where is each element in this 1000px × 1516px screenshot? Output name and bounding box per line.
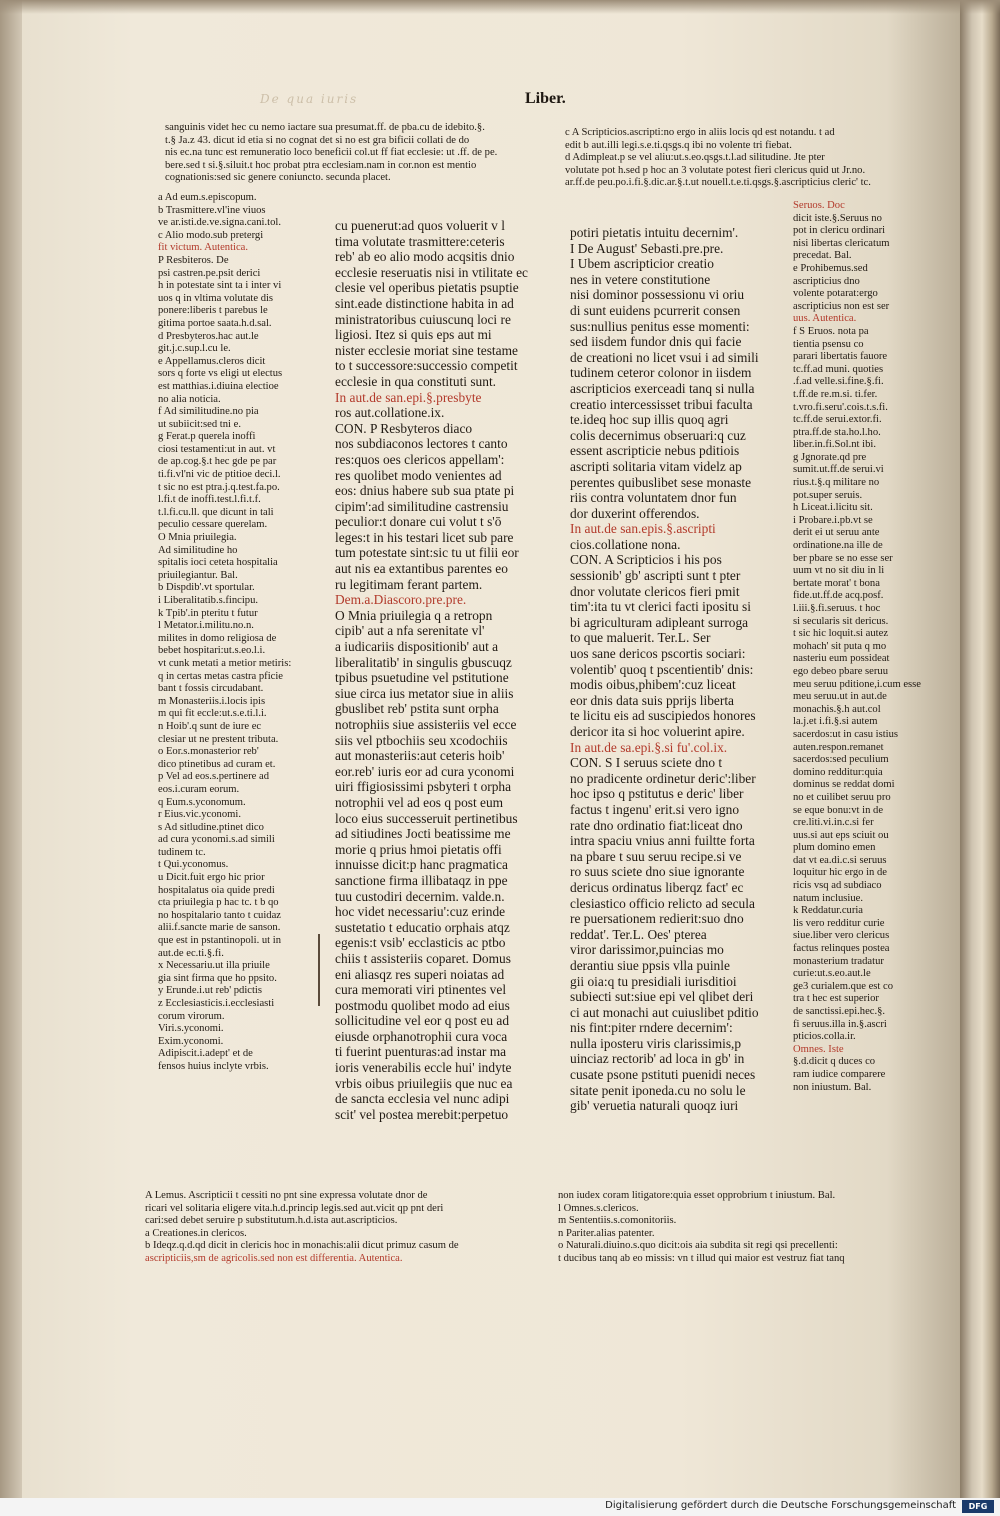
text-line: no alia noticia.	[158, 393, 221, 405]
text-line: hoc videt necessariu':cuz erinde	[335, 904, 506, 920]
text-line: uos q in vltima volutate dis	[158, 292, 274, 304]
text-line: cipim':ad similitudine castrensiu	[335, 498, 509, 514]
text-line: cusate psone pstituti puenidi neces	[570, 1067, 756, 1083]
text-line: Ad similitudine ho	[158, 544, 238, 556]
text-line: sumit.ut.ff.de serui.vi	[793, 464, 884, 476]
text-line: re puersationem redierit:suo dno	[570, 911, 744, 927]
text-line: t sic hic loquit.si autez	[793, 628, 889, 640]
text-line: cu puenerut:ad quos voluerit v l	[335, 218, 505, 233]
text-line: si secularis sit dericus.	[793, 615, 889, 627]
text-line: tra t hec est superior	[793, 993, 879, 1005]
text-line: n Pariter.alias patenter.	[558, 1227, 655, 1239]
text-line: uus.si aut eps sciuit ou	[793, 829, 889, 841]
text-line: aut.de ec.ti.§.fi.	[158, 947, 224, 959]
text-line: tima volutate trasmittere:ceteris	[335, 233, 505, 249]
gloss-top-right	[565, 127, 890, 190]
gloss-top-left	[165, 122, 565, 185]
top-shadow	[0, 0, 1000, 14]
text-line: rius.t.§.q militare no	[793, 477, 880, 489]
text-line: te.ideq hoc sup illis quoq agri	[570, 412, 729, 428]
text-line: monasterium tradatur	[793, 955, 884, 967]
text-line: derit ei ut seruu ante	[793, 527, 880, 539]
text-line: non iudex coram litigatore:quia esset opprobrium t iniustum. Bal.	[558, 1190, 836, 1201]
text-line: x Necessariu.ut illa priuile	[158, 960, 270, 972]
text-line: a Creationes.in clericos.	[145, 1227, 247, 1239]
text-line: dor duxerint offerendos.	[570, 505, 700, 521]
text-line: clesiastico officio relicto ad secula	[570, 895, 755, 911]
text-line: cta priuilegia p hac tc. t b qo	[158, 897, 279, 909]
text-line: ut subiicit:sed tni e.	[158, 418, 241, 430]
text-line: bertate morat' t bona	[793, 577, 880, 589]
text-line: creatio intercessisset tribui faculta	[570, 396, 753, 412]
text-line: derantiu siue ppsis vlla puinle	[570, 957, 730, 973]
text-line: dnor volutate clericos fieri pmit	[570, 583, 740, 599]
text-line: n Hoib'.q sunt de iure ec	[158, 720, 262, 732]
text-line: m qui fit eccle:ut.s.e.ti.l.i.	[158, 708, 267, 720]
text-line: ptra.ff.de sta.ho.l.ho.	[793, 426, 881, 438]
text-line: est matthias.i.diuina electioe	[158, 380, 279, 392]
text-line: gia sint firma que ho ppsito.	[158, 972, 277, 984]
text-line: r Eius.vic.yconomi.	[158, 809, 241, 821]
text-line: la.j.et i.fi.§.si autem	[793, 716, 878, 728]
text-line: perentes quibuslibet sese monaste	[570, 474, 752, 490]
text-line: ti.fi.vl'ni vic de ptitioe deci.l.	[158, 469, 281, 481]
text-line: vrbis oibus priuilegiis que nuc ea	[335, 1075, 513, 1091]
text-line: ordinatione.na ille de	[793, 540, 883, 552]
text-line: s Ad sitludine.ptinet dico	[158, 821, 264, 833]
text-line: gbuslibet reb' pstita sunt orpha	[335, 701, 499, 717]
text-line: ricis vsq ad subdiaco	[793, 880, 882, 892]
text-line: riis contra voluntatem dnor fun	[570, 490, 737, 506]
text-line: peculior:t donare cui volut t s'ō	[335, 514, 502, 530]
text-line: bant t fossis circudabant.	[158, 683, 264, 695]
text-line: spitalis ioci ceteta hospitalia	[158, 557, 278, 569]
text-line: que est in pstantinopoli. ut in	[158, 935, 281, 947]
text-line: ecclesie reseruatis nisi in vtilitate ec	[335, 264, 528, 280]
text-line: A Lemus. Ascripticii t cessiti no pnt sine expressa volutate dnor de	[145, 1190, 428, 1201]
text-line: peculio cessare querelam.	[158, 519, 268, 531]
text-line: ricari vel solitaria eligere vita.h.d.princip legis.sed aut.vicit qp pnt deri	[145, 1202, 444, 1214]
text-line: P Resbiteros. De	[158, 254, 229, 266]
main-text-column-1	[335, 218, 563, 1122]
text-line: ar.ff.de peu.po.i.fi.§.dic.ar.§.t.ut nouell.t.e.ti.qsgs.§.ascripticius cleric' tc.	[565, 177, 871, 189]
text-line: mohach' sit puta q mo	[793, 640, 887, 652]
text-line: cipib' aut a nfa serenitate vl'	[335, 623, 485, 639]
text-line: bi agriculturam adipleant surroga	[570, 614, 749, 630]
text-line: ioris venerabilis eccle hui' indyte	[335, 1060, 512, 1076]
text-line: dericus ordinatus liberqz fact' ec	[570, 879, 744, 895]
text-line: f Ad similitudine.no pia	[158, 406, 259, 418]
text-line: egenis:t vsib' ecclasticis ac ptbo	[335, 935, 506, 951]
text-line: o Naturali.diuino.s.quo dicit:ois aia subdita sit regi qsi precellenti:	[558, 1240, 838, 1252]
text-line: aut monasteriis:aut ceteris hoib'	[335, 748, 505, 764]
text-line: ram iudice comparere	[793, 1068, 886, 1080]
text-line: scit' vel postea merebit:perpetuo	[335, 1106, 509, 1122]
text-line: nos subdiaconos lectores t canto	[335, 436, 508, 452]
text-line: tc.ff.de serui.extor.fi.	[793, 414, 882, 426]
text-line: reddat'. Ter.L. Oes' pterea	[570, 926, 707, 942]
text-line: fit victum. Autentica.	[158, 242, 249, 254]
text-line: uus. Autentica.	[793, 313, 857, 325]
text-line: eiusde orphanotrophii cura voca	[335, 1028, 508, 1044]
text-line: sed iisdem fundor dnis qui facie	[570, 334, 742, 350]
text-line: aut nis ea extantibus parentes eo	[335, 561, 508, 577]
text-line: psi castren.pe.psit derici	[158, 267, 261, 279]
text-line: In aut.de san.epis.§.ascripti	[570, 521, 716, 537]
text-line: modis oibus,phibem':cuz liceat	[570, 677, 736, 693]
text-line: CON. A Scripticios i his pos	[570, 552, 722, 568]
text-line: plum domino emen	[793, 842, 876, 854]
text-line: ascripticius dno	[793, 275, 860, 287]
text-line: d Presbyteros.hac aut.le	[158, 330, 259, 342]
text-line: volentib' quoq t pscentientib' dnis:	[570, 661, 754, 677]
text-line: y Erunde.i.ut reb' pdictis	[158, 985, 262, 997]
text-line: h Liceat.i.licitu sit.	[793, 502, 873, 514]
text-line: a Ad eum.s.episcopum.	[158, 192, 257, 203]
text-line: ro suus sciete dno siue ignorante	[570, 864, 745, 880]
text-line: tudinem ceteror colonor in iisdem	[570, 365, 752, 381]
text-line: tpibus psuetudine vel pstitutione	[335, 670, 509, 686]
text-line: gii oia:q tu presidiali iurisditioi	[570, 973, 737, 989]
text-line: cognationis:sed sic genere coniuncto. secunda placet.	[165, 172, 391, 184]
text-line: res:quos oes clericos appellam':	[335, 451, 505, 467]
text-line: bere.sed t si.§.siluit.t hoc probat ptra ecclesiam.nam in cor.non est mentio	[165, 159, 477, 171]
text-line: rate dno ordinatio fiat:liceat dno	[570, 817, 743, 833]
text-line: siue.liber vero clericus	[793, 930, 890, 942]
text-line: b Dispdib'.vt sportular.	[158, 582, 255, 594]
gloss-bottom-right	[558, 1190, 903, 1266]
text-line: hoc ipso q pstitutus e deric' liber	[570, 786, 744, 802]
text-line: eos.i.curam eorum.	[158, 783, 240, 795]
text-line: res quolibet modo venientes ad	[335, 467, 502, 483]
text-line: essent ascripticie nebus pditiois	[570, 443, 740, 459]
text-line: alii.f.sancte marie de sanson.	[158, 922, 281, 934]
text-line: sessionib' gb' ascripti sunt t pter	[570, 568, 741, 584]
text-line: CON. P Resbyteros diaco	[335, 420, 473, 436]
text-line: nulla iposteru viris clarissimis,p	[570, 1035, 742, 1051]
text-line: nister ecclesie moriat sine testame	[335, 342, 518, 358]
text-line: auten.respon.remanet	[793, 741, 884, 753]
text-line: to t successore:successio competit	[335, 358, 518, 374]
text-line: volente potarat:ergo	[793, 288, 878, 300]
text-line: k Tpib'.in pteritu t futur	[158, 607, 258, 619]
text-line: precedat. Bal.	[793, 250, 852, 262]
text-line: ascripti solitaria vitam videlz ap	[570, 458, 742, 474]
text-line: nis fint:piter rndere decernim':	[570, 1020, 733, 1036]
text-line: de ap.cog.§.t hec gde pe par	[158, 456, 277, 468]
text-line: siis vel ptbochiis seu xcodochiis	[335, 732, 508, 748]
text-line: In aut.de san.epi.§.presbyte	[335, 389, 482, 405]
text-line: nisi libertas clericatum	[793, 237, 890, 249]
text-line: O Mnia priuilegia q a retropn	[335, 607, 493, 623]
text-line: l.fi.t de inoffi.test.l.fi.t.f.	[158, 494, 261, 506]
text-line: parari libertatis fauore	[793, 351, 888, 363]
text-line: Viri.s.yconomi.	[158, 1023, 224, 1035]
text-line: meu seruu pditione,i.cum esse	[793, 678, 921, 690]
text-line: u Dicit.fuit ergo hic prior	[158, 872, 265, 884]
text-line: I De August' Sebasti.pre.pre.	[570, 240, 724, 256]
text-line: ascripticios exerceadi tanq si nulla	[570, 380, 755, 396]
text-line: uinciaz rectorib' ad loca in gb' in	[570, 1051, 745, 1067]
text-line: t.ff.de re.m.si. ti.fer.	[793, 388, 878, 400]
text-line: morie q prius hmoi pietatis offi	[335, 841, 502, 857]
text-line: notrophiis siue assisteriis vel ecce	[335, 717, 517, 732]
bleed-through-text: De qua iuris	[260, 92, 359, 106]
text-line: reb' ab eo alio modo acqsitis dnio	[335, 249, 515, 265]
text-line: ligiosi. Itez si quis eps aut mi	[335, 327, 492, 343]
text-line: fensos huius inclyte vrbis.	[158, 1060, 269, 1072]
text-line: q Eum.s.yconomum.	[158, 796, 246, 808]
text-line: tuu custodiri decernim. valde.n.	[335, 888, 505, 904]
text-line: c A Scripticios.ascripti:no ergo in aliis locis qd est notandu. t ad	[565, 127, 835, 138]
text-line: c Alio modo.sub pretergi	[158, 229, 264, 241]
text-line: ru legitimam ferant partem.	[335, 576, 483, 592]
text-line: na pbare t suu seruu recipe.si ve	[570, 848, 742, 864]
text-line: g Ferat.p querela inoffi	[158, 431, 256, 443]
text-line: Adipiscit.i.adept' et de	[158, 1048, 253, 1060]
text-line: dat vt ea.di.c.si seruus	[793, 854, 887, 866]
text-line: factus t ingenu' erit.si vero igno	[570, 801, 740, 817]
text-line: ti fuerint puenturas:ad instar ma	[335, 1044, 507, 1060]
text-line: fide.ut.ff.de acq.posf.	[793, 590, 884, 602]
text-line: liberalitatib' in singulis gbuscuqz	[335, 654, 512, 670]
text-line: e Appellamus.cleros dicit	[158, 355, 266, 367]
text-line: .f.ad velle.si.fine.§.fi.	[793, 376, 884, 388]
book-fore-edge	[960, 0, 1000, 1498]
text-line: t.vro.fi.seru'.cois.t.s.fi.	[793, 401, 888, 413]
text-line: q in certas metas castra pficie	[158, 670, 284, 682]
text-line: t sic no est ptra.j.q.test.fa.po.	[158, 481, 280, 493]
text-line: sus:nullius penitus esse momenti:	[570, 318, 750, 334]
text-line: nes in vetere constitutione	[570, 271, 711, 287]
text-line: eor.reb' iuris eor ad cura yconomi	[335, 763, 515, 779]
text-line: gib' veruetia naturali quoqz iuri	[570, 1098, 739, 1114]
text-line: se eque bonu:vt in de	[793, 804, 884, 816]
text-line: sanguinis videt hec cu nemo iactare sua presumat.ff. de pba.cu de idebito.§.	[165, 122, 485, 133]
text-line: de sanctissi.epi.hec.§.	[793, 1006, 886, 1017]
text-line: Exim.yconomi.	[158, 1035, 224, 1047]
text-line: monachis.§.h aut.col	[793, 703, 881, 715]
text-line: curie:ut.s.eo.aut.le	[793, 968, 871, 980]
text-line: b Ideqz.q.d.qd dicit in clericis hoc in monachis:alii dicut primuz casum de	[145, 1240, 459, 1252]
dfg-logo: DFG	[962, 1500, 994, 1513]
text-line: sollicitudine vel eor q post eu ad	[335, 1013, 510, 1029]
text-line: priuilegiantur. Bal.	[158, 569, 238, 581]
text-line: factus relinques postea	[793, 943, 890, 955]
text-line: non iniustum. Bal.	[793, 1081, 872, 1093]
text-line: lis vero redditur curie	[793, 917, 885, 929]
text-line: clesie vel operibus pietatis psuptie	[335, 280, 519, 296]
text-line: uiri ffigiosissimi psbyteri t orpha	[335, 779, 512, 795]
text-line: postmodu quolibet modo ad eius	[335, 997, 510, 1013]
text-line: ve ar.isti.de.ve.signa.cani.tol.	[158, 217, 281, 229]
text-line: fi seruus.illa in.§.ascri	[793, 1018, 887, 1030]
text-line: milites in domo religiosa de	[158, 632, 277, 644]
text-line: edit b aut.illi legi.s.e.ti.qsgs.q ibi no volente tri fiebat.	[565, 139, 792, 151]
text-line: o Eor.s.monasterior reb'	[158, 746, 259, 758]
text-line: pot.super seruis.	[793, 489, 863, 501]
text-line: notrophii vel ad eos q post eum	[335, 794, 504, 810]
text-line: tum potestate sint:sic tu ut filii eor	[335, 545, 519, 561]
text-line: sanctione firma illibataqz in ppe	[335, 872, 508, 888]
text-line: hospitalatus oia quide predi	[158, 884, 275, 896]
text-line: cre.liti.vi.in.c.si fer	[793, 817, 874, 829]
text-line: uos sane dericos pscortis sociari:	[570, 646, 746, 662]
text-line: p Vel ad eos.s.pertinere ad	[158, 771, 270, 783]
text-line: ponere:liberis t parebus le	[158, 305, 268, 317]
text-line: ego debeo pbare seruu	[793, 665, 889, 677]
text-line: t Qui.yconomus.	[158, 859, 229, 871]
gloss-column-left	[158, 192, 326, 1074]
text-line: t.l.fi.cu.ll. que dicunt in tali	[158, 506, 274, 518]
text-line: to que maluerit. Ter.L. Ser	[570, 630, 711, 646]
text-line: siue circa ius metator siue in aliis	[335, 685, 514, 701]
text-line: ascripticius non est ser	[793, 300, 890, 312]
text-line: Omnes. Iste	[793, 1043, 844, 1055]
text-line: intra spaciu vnius anni fuiltte forta	[570, 833, 755, 849]
text-line: i Liberalitatib.s.fincipu.	[158, 595, 259, 606]
text-line: sint.eade distinctione habita in ad	[335, 295, 514, 311]
text-line: dericor ita si hoc voluerint apire.	[570, 724, 745, 739]
text-line: I Ubem ascripticior creatio	[570, 256, 714, 272]
text-line: cari:sed debet seruire p substitutum.h.d.ista aut.ascripticios.	[145, 1215, 398, 1227]
text-line: ad cura yconomi.s.ad simili	[158, 834, 275, 846]
text-line: CON. S I seruus sciete dno t	[570, 755, 723, 771]
text-line: cura memorati viri ptinentes vel	[335, 982, 507, 998]
text-line: tientia psensu co	[793, 338, 864, 350]
text-line: dico ptinetibus ad curam et.	[158, 758, 276, 770]
text-line: leges:t in his testari licet sub pare	[335, 529, 514, 545]
running-head: Liber.	[525, 90, 566, 107]
text-line: §.d.dicit q duces co	[793, 1056, 876, 1068]
text-line: m Monasteriis.i.locis ipis	[158, 695, 266, 707]
text-line: vt cunk metati a metior metiris:	[158, 657, 292, 669]
text-line: chiis t assisteriis coparet. Domus	[335, 950, 511, 966]
text-line: ci aut monachi aut cuiuslibet pditio	[570, 1004, 759, 1020]
text-line: de sancta ecclesia vel nunc adipi	[335, 1091, 510, 1107]
text-line: In aut.de sa.epi.§.si fu'.col.ix.	[570, 739, 728, 755]
text-line: sacerdos:ut in casu istius	[793, 728, 899, 740]
text-line: meu seruu.ut in aut.de	[793, 691, 887, 703]
text-line: ciosi testamenti:ut in aut. vt	[158, 443, 276, 455]
text-line: dicit iste.§.Seruus no	[793, 212, 882, 224]
text-line: b Trasmittere.vl'ine viuos	[158, 204, 266, 216]
text-line: ge3 curialem.que est co	[793, 980, 894, 992]
text-line: ros aut.collatione.ix.	[335, 405, 445, 421]
text-line: nisi dominor possessionu vi oriu	[570, 287, 745, 303]
text-line: sors q forte vs eligi ut electus	[158, 368, 283, 380]
text-line: eor dnis data suis pprijs liberta	[570, 692, 735, 708]
text-line: no hospitalario tanto t cuidaz	[158, 909, 281, 921]
text-line: l Metator.i.militu.no.n.	[158, 620, 254, 632]
text-line: clesiar ut ne prestent tributa.	[158, 733, 279, 745]
text-line: tudinem tc.	[158, 846, 206, 858]
footer-credit: Digitalisierung gefördert durch die Deutsche Forschungsgemeinschaft	[605, 1500, 956, 1511]
text-line: innuisse dicit:p hanc pragmatica	[335, 857, 508, 873]
digitization-footer	[0, 1498, 1000, 1516]
column-rule	[318, 934, 320, 1006]
text-line: sustetatio t educatio orphais atqz	[335, 919, 510, 935]
text-line: Seruos. Doc	[793, 200, 845, 211]
text-line: ministratoribus cuiuscunq loci re	[335, 311, 511, 327]
text-line: bebet hospitari:ut.s.eo.l.i.	[158, 645, 266, 657]
text-line: e Prohibemus.sed	[793, 262, 868, 274]
text-line: h in potestate sint ta i inter vi	[158, 280, 282, 292]
text-line: natum inclusiue.	[793, 892, 864, 904]
text-line: t.§ Ja.z 43. dicut id etia si no cognat det si no est gra bificii collati de do	[165, 134, 470, 146]
text-line: Dem.a.Diascoro.pre.pre.	[335, 592, 467, 608]
text-line: ascripticiis,sm de agricolis.sed non est differentia. Autentica.	[145, 1252, 403, 1264]
text-line: colis decernimus obseruari:q cuz	[570, 427, 746, 443]
text-line: potiri pietatis intuitu decernim'.	[570, 225, 739, 240]
text-line: ecclesie in qua constituti sunt.	[335, 373, 497, 389]
text-line: domino redditur:quia	[793, 766, 883, 778]
text-line: nasteriu eum possideat	[793, 653, 890, 665]
text-line: d Adimpleat.p se vel aliu:ut.s.eo.qsgs.t.l.ad silitudine. Jte pter	[565, 152, 825, 164]
text-line: volutate pot h.sed p hoc an 3 volutate potest fieri clericus quid ut Jr.no.	[565, 164, 866, 176]
text-line: loco eius successeruit pertinetibus	[335, 810, 518, 826]
gloss-bottom-left	[145, 1190, 550, 1266]
text-line: di sunt euidens pcurrerit consen	[570, 302, 741, 318]
text-line: ad sitiudines Jocti beatissime me	[335, 826, 511, 842]
text-line: l.iii.§.fi.seruus. t hoc	[793, 603, 881, 614]
text-line: f S Eruos. nota pa	[793, 325, 869, 337]
text-line: liber.in.fi.Sol.nt ibi.	[793, 439, 876, 451]
text-line: te licitu eis ad suscipiedos honores	[570, 708, 756, 724]
text-line: a iudicariis dispositionib' aut a	[335, 639, 499, 655]
gloss-column-right	[793, 200, 921, 1094]
text-line: no pradicente ordinetur deric':liber	[570, 770, 756, 786]
text-line: git.j.c.sup.l.cu le.	[158, 343, 231, 355]
text-line: loquitur hic ergo in de	[793, 867, 887, 879]
text-line: tc.ff.ad muni. quoties	[793, 363, 884, 375]
text-line: l Omnes.s.clericos.	[558, 1202, 639, 1214]
text-line: eos: dnius habere sub sua ptate pi	[335, 483, 515, 499]
text-line: cios.collatione nona.	[570, 536, 681, 552]
left-page-edge	[0, 0, 24, 1498]
text-line: viror darissimor,puincias mo	[570, 942, 724, 958]
text-line: pot in clericu ordinari	[793, 225, 886, 237]
text-line: uum vt no sit diu in li	[793, 565, 885, 577]
text-line: sacerdos:sed peculium	[793, 754, 889, 766]
text-line: k Reddatur.curia	[793, 905, 864, 917]
text-line: corum virorum.	[158, 1010, 225, 1022]
text-line: g Jgnorate.qd pre	[793, 451, 867, 463]
text-line: O Mnia priuilegia.	[158, 532, 237, 544]
text-line: i Probare.i.pb.vt se	[793, 514, 873, 526]
text-line: gitima portoe saata.h.d.sal.	[158, 317, 272, 329]
text-line: t ducibus tanq ab eo missis: vn t illud qui maior est vestruz fiat tanq	[558, 1252, 845, 1264]
text-line: m Sententiis.s.comonitoriis.	[558, 1215, 677, 1227]
text-line: eni aliasqz res superi noiatas ad	[335, 966, 505, 982]
text-line: pticios.colla.ir.	[793, 1031, 856, 1043]
text-line: z Ecclesiasticis.i.ecclesiasti	[158, 998, 275, 1009]
text-line: tim':ita tu vt clerici facti ipositu si	[570, 599, 751, 615]
text-line: ber pbare se no esse ser	[793, 552, 893, 564]
text-line: sitate penit iponeda.cu no solu le	[570, 1082, 746, 1098]
main-text-column-2	[570, 225, 792, 1114]
text-line: dominus se reddat domi	[793, 779, 895, 791]
text-line: de creationi no licet vsui i ad simili	[570, 349, 759, 365]
text-line: no et cuilibet seruu pro	[793, 791, 891, 803]
text-line: nis ec.na tunc est remuneratio loco beneficii col.ut ff fiat ecclesie: ut .ff. de pe.	[165, 147, 498, 159]
text-line: subiecti sut:siue epi vel qlibet deri	[570, 989, 754, 1005]
